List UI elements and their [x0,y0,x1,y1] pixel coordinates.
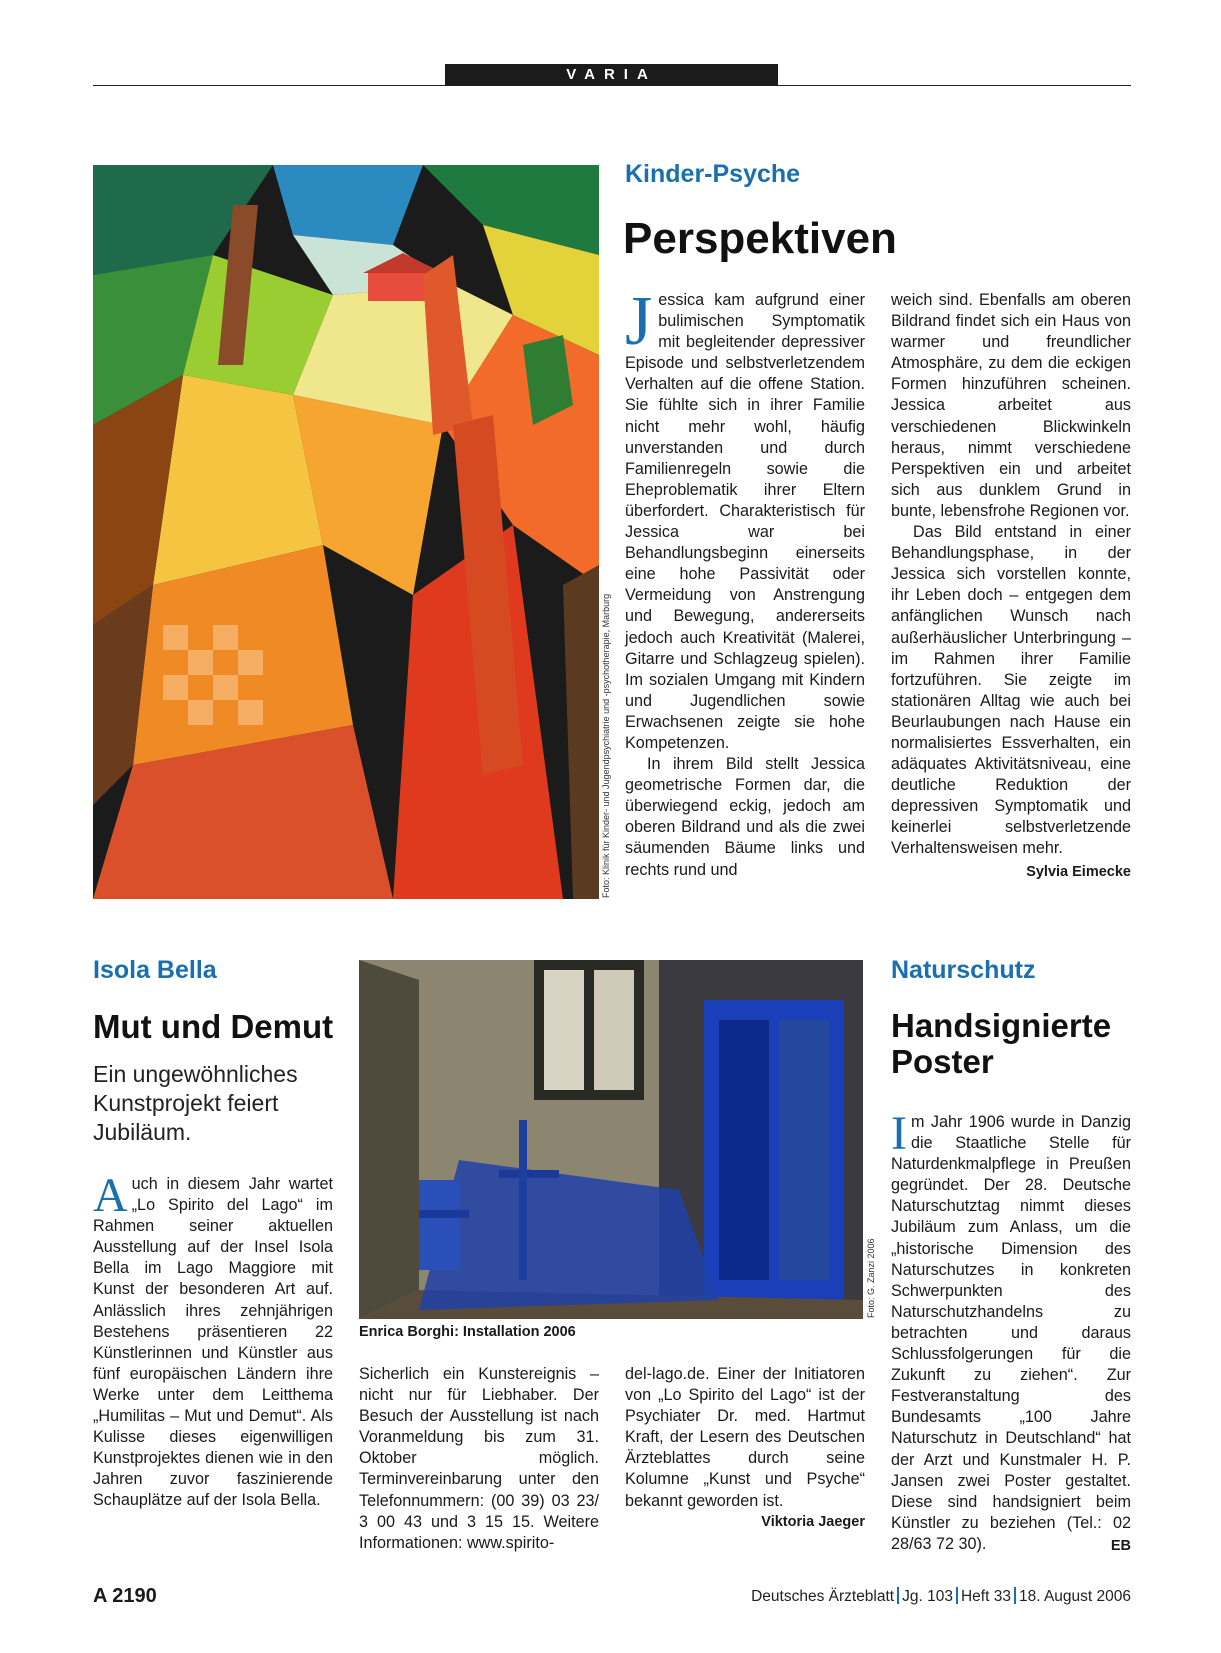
article1-author: Sylvia Eimecke [1026,863,1131,880]
article1-paragraph-1: essica kam aufgrund einer bulimischen Symptomatik mit begleitender depressiver Episode und selbstverletzendem Verhalten auf die offene Station. Sie fühlte sich in ihrer Familie nicht mehr wohl, häufig unverstanden und durch Familienregeln sowie die Eheproblematik ihrer Eltern überfordert. Charakteristisch für Jessica war bei Behandlungsbeginn einerseits eine hohe Passivität oder Vermeidung von Anstrengung und Bewegung, andererseits jedoch auch Kreativität (Malerei, Gitarre und Schlagzeug spielen). Im sozialen Umgang mit Kindern und Jugendlichen sowie Erwachsenen zeigte sie hohe Kompetenzen. [625,291,865,752]
article2-column-2 [359,1364,599,1554]
article2-title: Mut und Demut [93,1008,334,1045]
article1-paragraph-2: In ihrem Bild stellt Jessica geometrische Formen dar, die überwiegend eckig, jedoch am oberen Bildrand und als die zwei säumenden Bäume links und rechts rund und [625,755,865,879]
article2-column-3 [625,1364,865,1533]
installation-caption: Enrica Borghi: Installation 2006 [359,1324,576,1340]
article1-column-1 [625,283,865,881]
article3-kicker: Naturschutz [891,956,1036,984]
journal-footer [751,1587,1131,1606]
section-label: VARIA [445,64,778,86]
article1-paragraph-4: Das Bild entstand in einer Behandlungsphase, in der Jessica sich vorstellen konnte, ihr Leben doch – entgegen dem anfänglichen Wunsch nach außerhäuslicher Unterbringung – im Rahmen ihrer Familie fortzuführen. Sie zeigte im stationären Alltag wie auch bei Beurlaubungen nach Hause ein normalisiertes Essverhalten, ein adäquates Aktivitätsniveau, eine deutliche Reduktion der depressiven Symptomatik und keinerlei selbstverletzende Verhaltensweisen mehr. [891,523,1131,858]
article3-dropcap: I [891,1107,907,1160]
painting-credit: Foto: Klinik für Kinder- und Jugendpsychiatrie und -psychotherapie, Marburg [601,593,611,898]
article2-column-1 [93,1169,333,1512]
article2-paragraph-1: uch in diesem Jahr wartet „Lo Spirito del Lago“ im Rahmen seiner aktuellen Ausstellung auf der Insel Isola Bella im Lago Maggiore mit Kunst der besonderen Art auf. Anlässlich ihres zehnjährigen Bestehens präsentieren 22 Künstlerinnen und Künstler aus fünf europäischen Ländern ihre Werke unter dem Leitthema „Humilitas – Mut und Demut“. Als Kulisse dieses eigenwilligen Kunstprojektes dienen wie in den Jahren zuvor faszinierende Schauplätze auf der Isola Bella. [93,1175,333,1510]
article1-column-2 [891,290,1131,883]
article1-paragraph-3: weich sind. Ebenfalls am oberen Bildrand findet sich ein Haus von warmer und freundlicher Atmosphäre, zu dem die eckigen Formen hinzuführen scheinen. Jessica arbeitet aus verschiedenen Blickwinkeln heraus, nimmt verschiedene Perspektiven ein und arbeitet sich aus dunklem Grund in bunte, lebensfrohe Regionen vor. [891,291,1131,520]
article3-author: EB [1110,1537,1131,1554]
article3-column [891,1107,1131,1557]
article2-kicker: Isola Bella [93,956,217,984]
article2-paragraph-3: del-lago.de. Einer der Initiatoren von „Lo Spirito del Lago“ ist der Psychiater Dr. med. Hartmut Kraft, der Lesern des Deutschen Ärzteblattes durch seine Kolumne „Kunst und Psyche“ bekannt geworden ist. [625,1365,865,1510]
page-number: A 2190 [93,1585,157,1607]
article2-paragraph-2: Sicherlich ein Kunstereignis – nicht nur für Liebhaber. Der Besuch der Ausstellung ist nach Voranmeldung bis zum 31. Oktober möglich. Terminvereinbarung unter den Telefonnummern: (00 39) 03 23/ 3 00 43 und 3 15 15. Weitere Informationen: www.spirito- [359,1365,599,1552]
article2-subtitle: Ein ungewöhnliches Kunstprojekt feiert Jubiläum. [93,1061,298,1145]
installation-credit: Foto: G. Zanzi 2006 [866,1238,876,1318]
installation-photo [359,960,863,1319]
article3-paragraph: m Jahr 1906 wurde in Danzig die Staatliche Stelle für Naturdenkmalpflege in Preußen gegründet. Der 28. Deutsche Naturschutztag nimmt dieses Jubiläum zum Anlass, um die „historische Dimension des Naturschutzes in konkreten Schwerpunkten des Naturschutzhandelns zu betrachten und daraus Schlussfolgerungen für die Zukunft zu ziehen“. Zur Festveranstaltung des Bundesamts „100 Jahre Naturschutz in Deutschland“ hat der Arzt und Kunstmaler H. P. Jansen zwei Poster gestaltet. Diese sind handsigniert beim Künstler zu beziehen (Tel.: 02 28/63 72 30). [891,1113,1131,1553]
article1-dropcap: J [625,283,653,360]
article2-dropcap: A [93,1169,128,1222]
journal-issue: Heft 33 [960,1588,1011,1605]
article1-title: Perspektiven [623,214,897,263]
article2-author: Viktoria Jaeger [761,1513,865,1530]
article1-kicker: Kinder-Psyche [625,160,801,188]
journal-date: 18. August 2006 [1018,1588,1131,1605]
journal-volume: Jg. 103 [902,1588,953,1605]
article3-title: Handsignierte Poster [891,1007,1112,1080]
painting-image [93,165,599,899]
journal-name: Deutsches Ärzteblatt [751,1588,895,1605]
